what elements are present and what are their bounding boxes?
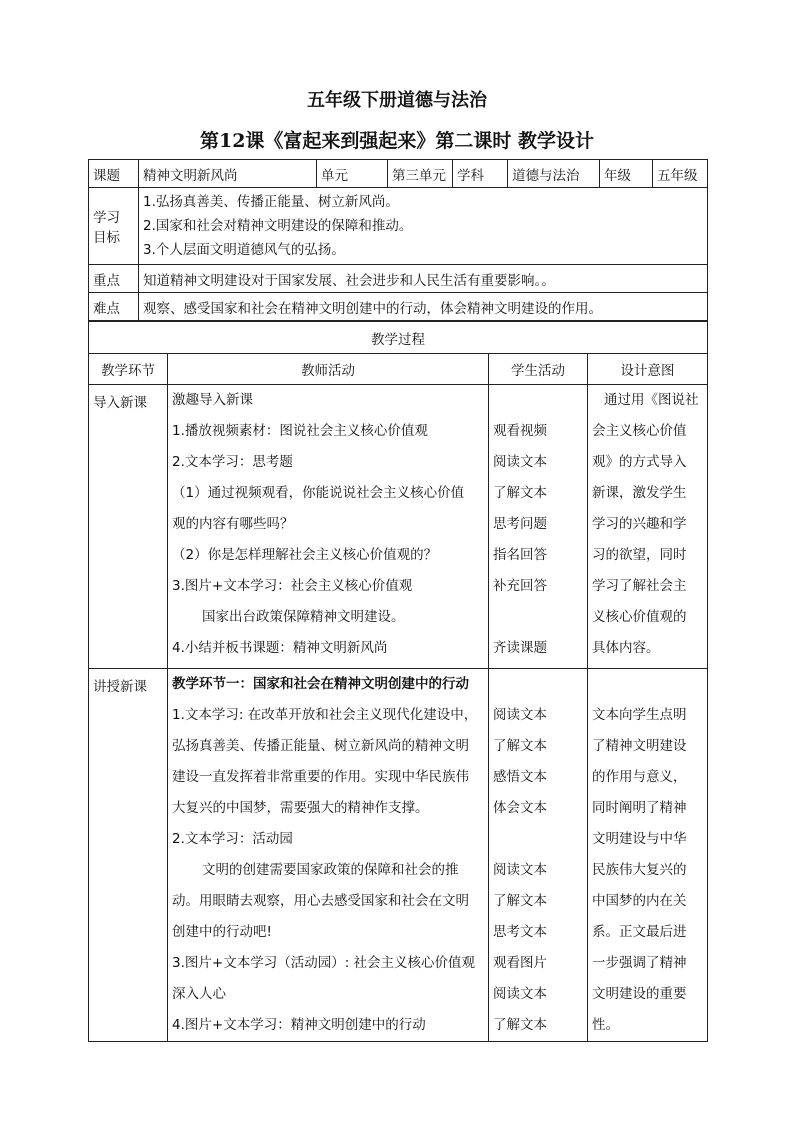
key-point-label: 重点 [89,265,139,293]
lesson-info-table [88,159,708,321]
teacher-line: 1.文本学习: 在改革开放和社会主义现代化建设中， [172,707,478,723]
student-line: 了解文本 [493,893,547,909]
student-line: 补充回答 [493,578,547,594]
topic-value: 精神文明新风尚 [139,160,317,188]
topic-label: 课题 [89,160,139,188]
col-teacher-header: 教师活动 [168,354,489,385]
student-line: 了解文本 [493,1017,547,1033]
goals-label-line-1: 学习 [93,210,120,226]
teacher-line: （2）你是怎样理解社会主义核心价值观的？ [172,547,438,563]
teacher-line: （1）通过视频观看，你能说说社会主义核心价值 [172,485,465,501]
document-title: 五年级下册道德与法治 [307,90,487,111]
intent-line: 一步强调了精神 [592,955,687,971]
intent-line [592,669,703,700]
intent-line: 文明建设的重要 [592,986,687,1002]
intent-line: 具体内容。 [592,640,660,656]
unit-value: 第三单元 [388,160,453,188]
subject-value: 道德与法治 [508,160,600,188]
teacher-line: 4.小结并板书课题：精神文明新风尚 [172,640,388,656]
teacher-line: 动。用眼睛去观察，用心去感受国家和社会在文明 [172,893,469,909]
goal-item: 1.弘扬真善美、传播正能量、树立新风尚。 [143,194,399,210]
teaching-process-table [88,321,708,1042]
intent-line: 新课，激发学生 [592,485,687,501]
student-line: 阅读文本 [493,986,547,1002]
student-line [493,385,583,416]
teacher-line: 教学环节一：国家和社会在精神文明创建中的行动 [172,676,469,692]
col-student-header: 学生活动 [489,354,588,385]
intent-line: 文本向学生点明 [592,707,687,723]
student-line [493,824,583,855]
student-line: 阅读文本 [493,707,547,723]
student-activities-intro [489,385,588,669]
goals-label-line-2: 目标 [93,230,120,246]
teacher-line: 大复兴的中国梦，需要强大的精神作支撑。 [172,800,429,816]
student-line: 阅读文本 [493,862,547,878]
teacher-line: 观的内容有哪些吗？ [172,516,294,532]
intent-line: 义核心价值观的 [592,609,687,625]
intent-line: 学习了解社会主 [592,578,687,594]
goals-label [89,188,139,265]
goal-item: 2.国家和社会对精神文明建设的保障和推动。 [143,218,413,234]
section-new-lesson-row [89,669,708,1042]
info-row-key-point [89,265,708,293]
grade-value: 五年级 [653,160,708,188]
teacher-line: 2.文本学习：思考题 [172,454,293,470]
intent-line: 性。 [592,1017,619,1033]
design-intent-new-lesson [588,669,708,1042]
col-stage-header: 教学环节 [89,354,168,385]
student-line: 指名回答 [493,547,547,563]
student-line [493,669,583,700]
intent-line: 通过用《图说社 [604,392,699,408]
lesson-title: 第12课《富起来到强起来》第二课时 教学设计 [199,130,595,152]
difficulty-value: 观察、感受国家和社会在精神文明创建中的行动，体会精神文明建设的作用。 [139,293,708,321]
teacher-line: 弘扬真善美、传播正能量、树立新风尚的精神文明 [172,738,469,754]
intent-line: 中国梦的内在关 [592,893,687,909]
design-intent-intro [588,385,708,669]
teacher-line: 建设一直发挥着非常重要的作用。实现中华民族伟 [172,769,469,785]
student-line: 思考问题 [493,516,547,532]
teacher-line: 3.图片+文本学习（活动园）: 社会主义核心价值观 [172,955,476,971]
teacher-line: 1.播放视频素材：图说社会主义核心价值观 [172,423,428,439]
teacher-line: 文明的创建需要国家政策的保障和社会的推 [202,862,459,878]
difficulty-label: 难点 [89,293,139,321]
grade-label: 年级 [600,160,653,188]
teacher-line: 4.图片+文本学习：精神文明创建中的行动 [172,1017,426,1033]
student-line: 感悟文本 [493,769,547,785]
intent-line: 系。正文最后进 [592,924,687,940]
student-line [493,602,583,633]
student-line: 齐读课题 [493,640,547,656]
subject-label: 学科 [453,160,508,188]
student-line: 体会文本 [493,800,547,816]
student-line: 观看视频 [493,423,547,439]
student-line: 思考文本 [493,924,547,940]
intent-line: 学习的兴趣和学 [592,516,687,532]
teacher-line: 国家出台政策保障精神文明建设。 [202,609,405,625]
student-activities-new-lesson [489,669,588,1042]
teacher-line: 激趣导入新课 [172,392,253,408]
info-row-topic [89,160,708,188]
stage-intro: 导入新课 [89,385,168,669]
intent-line: 观》的方式导入 [592,454,687,470]
stage-new-lesson: 讲授新课 [89,669,168,1042]
intent-line: 会主义核心价值 [592,423,687,439]
col-intent-header: 设计意图 [588,354,708,385]
info-row-difficulty [89,293,708,321]
process-title: 教学过程 [89,322,708,354]
goals-content [139,188,708,265]
section-intro-row [89,385,708,669]
teacher-line: 3.图片+文本学习：社会主义核心价值观 [172,578,413,594]
intent-line: 的作用与意义， [592,769,687,785]
intent-line: 同时阐明了精神 [592,800,687,816]
student-line: 阅读文本 [493,454,547,470]
teacher-activities-new-lesson [168,669,489,1042]
intent-line: 文明建设与中华 [592,831,687,847]
teacher-line: 2.文本学习：活动园 [172,831,293,847]
teacher-activities-intro [168,385,489,669]
intent-line: 民族伟大复兴的 [592,862,687,878]
process-title-row [89,322,708,354]
key-point-value: 知道精神文明建设对于国家发展、社会进步和人民生活有重要影响。。 [139,265,708,293]
unit-label: 单元 [317,160,388,188]
info-row-goals [89,188,708,265]
student-line: 了解文本 [493,485,547,501]
teacher-line: 深入人心 [172,986,226,1002]
intent-line: 了精神文明建设 [592,738,687,754]
goal-item: 3.个人层面文明道德风气的弘扬。 [143,242,345,258]
intent-line: 习的欲望，同时 [592,547,687,563]
student-line: 观看图片 [493,955,547,971]
student-line: 了解文本 [493,738,547,754]
teacher-line: 创建中的行动吧! [172,924,272,940]
process-header-row [89,354,708,385]
